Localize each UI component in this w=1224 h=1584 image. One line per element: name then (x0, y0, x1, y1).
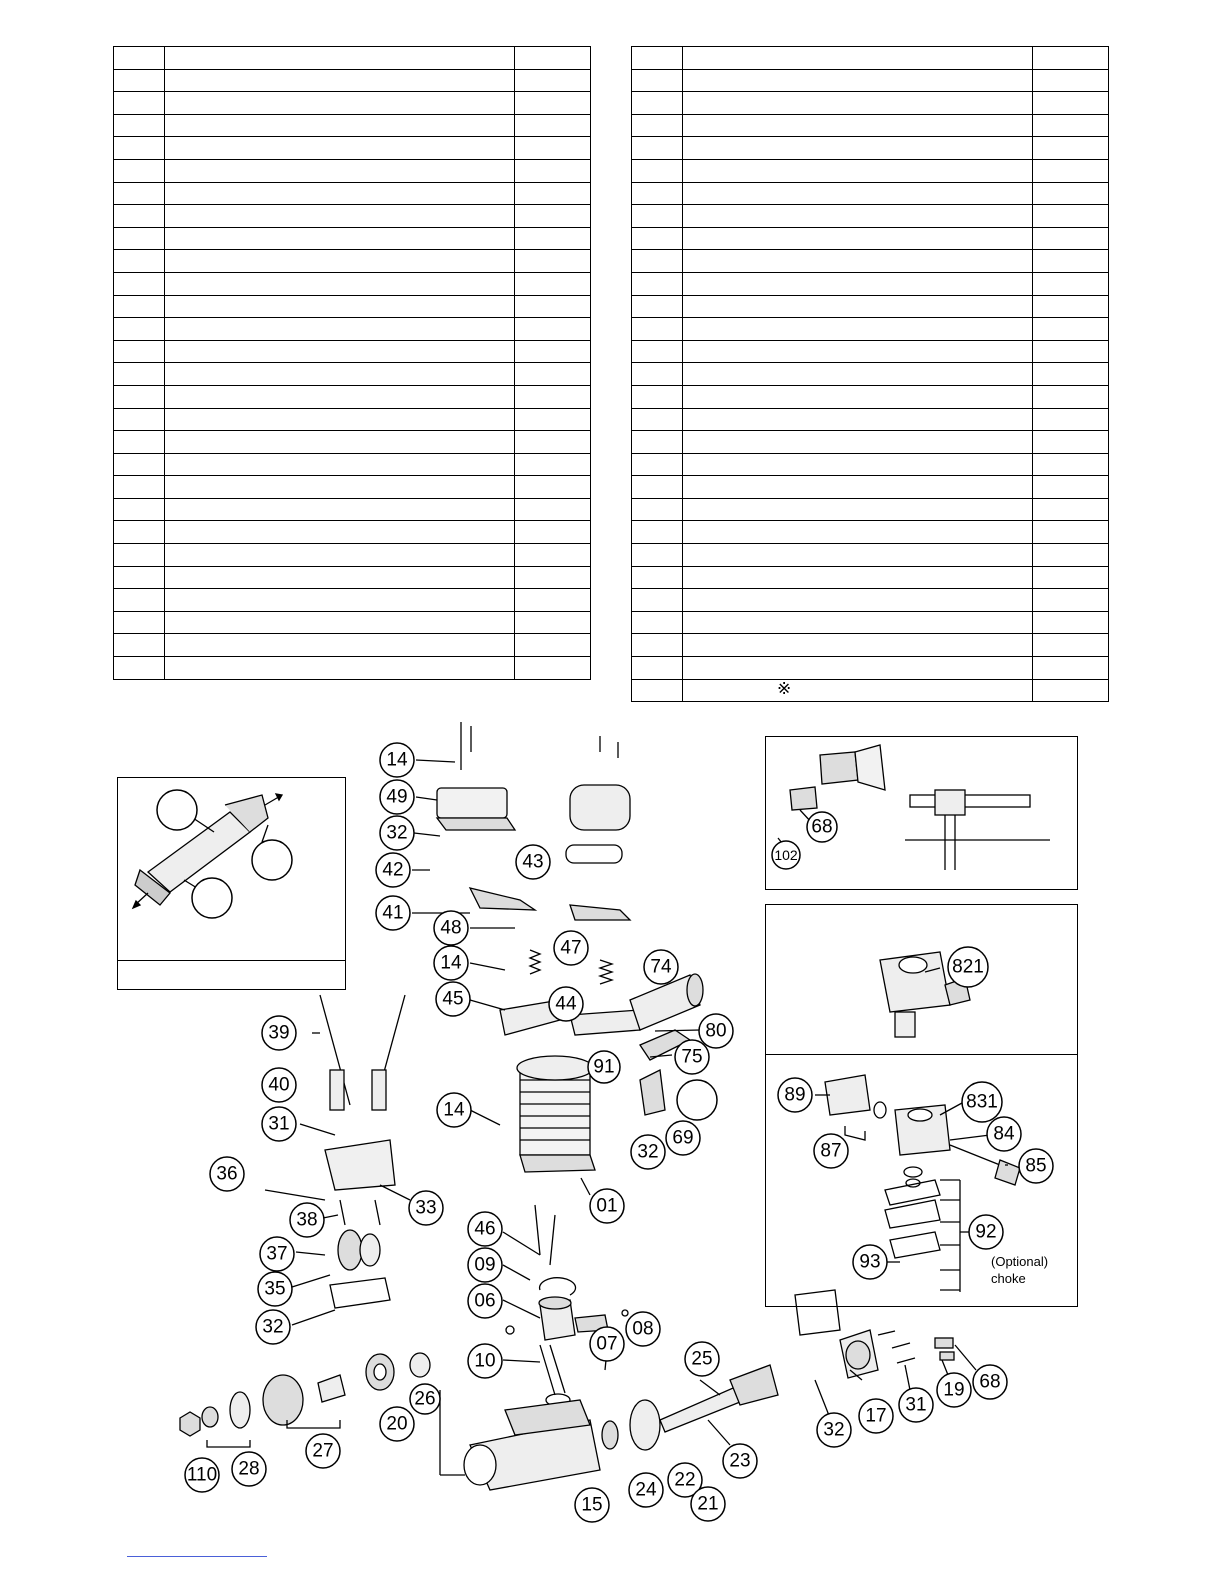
callout-37 (260, 1237, 294, 1271)
svg-text:27: 27 (312, 1440, 334, 1462)
callout-28 (232, 1452, 266, 1486)
callout-44 (549, 987, 583, 1021)
callout-75 (675, 1040, 709, 1074)
callout-21 (691, 1487, 725, 1521)
svg-text:32: 32 (637, 1141, 659, 1163)
callout-38 (290, 1203, 324, 1237)
callout-14-top (380, 743, 414, 777)
callout-41 (376, 896, 410, 930)
callout-39 (262, 1016, 296, 1050)
svg-text:10: 10 (474, 1350, 496, 1372)
svg-text:26: 26 (414, 1388, 436, 1410)
callout-69 (666, 1121, 700, 1155)
svg-text:32: 32 (262, 1316, 284, 1338)
callout-43 (516, 845, 550, 879)
svg-text:23: 23 (729, 1450, 751, 1472)
callout-26 (410, 1384, 440, 1414)
callout-blank-inset-c (192, 878, 232, 918)
callout-35 (258, 1272, 292, 1306)
svg-text:80: 80 (705, 1020, 727, 1042)
callout-85 (1019, 1149, 1053, 1183)
callout-19 (937, 1373, 971, 1407)
svg-text:24: 24 (635, 1479, 657, 1501)
svg-text:25: 25 (691, 1348, 713, 1370)
callout-80 (699, 1014, 733, 1048)
svg-text:08: 08 (632, 1318, 654, 1340)
svg-text:821: 821 (952, 956, 984, 978)
svg-text:06: 06 (474, 1290, 496, 1312)
svg-text:31: 31 (905, 1394, 927, 1416)
svg-text:110: 110 (186, 1464, 218, 1486)
svg-text:43: 43 (522, 851, 544, 873)
svg-text:39: 39 (268, 1022, 290, 1044)
callout-42 (376, 853, 410, 887)
svg-text:35: 35 (264, 1278, 286, 1300)
callout-74 (644, 950, 678, 984)
svg-text:49: 49 (386, 786, 408, 808)
svg-text:93: 93 (859, 1251, 881, 1273)
svg-text:09: 09 (474, 1254, 496, 1276)
callout-36 (210, 1157, 244, 1191)
callout-31 (262, 1107, 296, 1141)
callout-93 (853, 1245, 887, 1279)
svg-text:41: 41 (382, 902, 404, 924)
svg-text:44: 44 (555, 993, 577, 1015)
callout-87 (814, 1134, 848, 1168)
callout-33 (409, 1191, 443, 1225)
callout-102 (772, 841, 800, 869)
callout-32-mid (631, 1135, 665, 1169)
svg-text:21: 21 (697, 1493, 719, 1515)
svg-text:36: 36 (216, 1163, 238, 1185)
svg-text:92: 92 (975, 1221, 997, 1243)
svg-text:75: 75 (681, 1046, 703, 1068)
svg-text:42: 42 (382, 859, 404, 881)
callout-blank-inset-a (157, 790, 197, 830)
svg-text:69: 69 (672, 1127, 694, 1149)
callout-06 (468, 1284, 502, 1318)
svg-text:22: 22 (674, 1469, 696, 1491)
callout-89 (778, 1078, 812, 1112)
callout-821 (948, 947, 988, 987)
callout-32-rear (817, 1413, 851, 1447)
callout-32-top (380, 816, 414, 850)
callout-20 (380, 1407, 414, 1441)
svg-text:38: 38 (296, 1209, 318, 1231)
callout-68-inset (807, 812, 837, 842)
svg-text:68: 68 (811, 816, 833, 838)
optional-choke-line2: choke (991, 1271, 1026, 1286)
svg-text:40: 40 (268, 1074, 290, 1096)
callout-831 (962, 1082, 1002, 1122)
callout-32-left (256, 1310, 290, 1344)
svg-text:28: 28 (238, 1458, 260, 1480)
svg-text:01: 01 (596, 1195, 618, 1217)
callout-blank-inset-b (252, 840, 292, 880)
callout-27 (306, 1434, 340, 1468)
svg-text:74: 74 (650, 956, 672, 978)
callout-17 (859, 1399, 893, 1433)
callout-07 (590, 1327, 624, 1361)
callout-92 (969, 1215, 1003, 1249)
svg-text:87: 87 (820, 1140, 842, 1162)
optional-choke-line1: (Optional) (991, 1254, 1049, 1269)
svg-text:85: 85 (1025, 1155, 1047, 1177)
svg-text:20: 20 (386, 1413, 408, 1435)
callout-14-low (437, 1093, 471, 1127)
svg-text:14: 14 (440, 952, 462, 974)
callout-68-rear (973, 1365, 1007, 1399)
callout-blank-exhaust (677, 1080, 717, 1120)
footer-link-underline[interactable] (127, 1556, 267, 1557)
svg-text:14: 14 (443, 1099, 465, 1121)
callout-15 (575, 1488, 609, 1522)
callout-09 (468, 1248, 502, 1282)
callout-110 (185, 1458, 219, 1492)
svg-text:102: 102 (774, 847, 798, 863)
callout-84 (987, 1117, 1021, 1151)
callout-91 (588, 1051, 620, 1083)
svg-text:33: 33 (415, 1197, 437, 1219)
callout-08 (626, 1312, 660, 1346)
svg-text:15: 15 (581, 1494, 603, 1516)
callout-25 (685, 1342, 719, 1376)
svg-text:89: 89 (784, 1084, 806, 1106)
callout-24 (629, 1473, 663, 1507)
callout-10 (468, 1344, 502, 1378)
callout-49 (380, 780, 414, 814)
svg-text:91: 91 (593, 1056, 615, 1078)
callout-47 (554, 931, 588, 965)
svg-text:84: 84 (993, 1123, 1015, 1145)
svg-text:31: 31 (268, 1113, 290, 1135)
svg-text:07: 07 (596, 1333, 618, 1355)
svg-text:46: 46 (474, 1218, 496, 1240)
callout-31-rear (899, 1388, 933, 1422)
callout-48 (434, 911, 468, 945)
callout-45 (436, 982, 470, 1016)
svg-text:14: 14 (386, 749, 408, 771)
callout-01 (590, 1189, 624, 1223)
svg-text:32: 32 (386, 822, 408, 844)
svg-text:48: 48 (440, 917, 462, 939)
svg-text:47: 47 (560, 937, 582, 959)
svg-text:831: 831 (966, 1091, 998, 1113)
svg-text:37: 37 (266, 1243, 288, 1265)
svg-text:45: 45 (442, 988, 464, 1010)
callout-40 (262, 1068, 296, 1102)
callout-46 (468, 1212, 502, 1246)
svg-text:17: 17 (865, 1405, 887, 1427)
svg-text:68: 68 (979, 1371, 1001, 1393)
svg-text:32: 32 (823, 1419, 845, 1441)
callout-23 (723, 1444, 757, 1478)
note-symbol: ※ (777, 678, 792, 698)
svg-text:19: 19 (943, 1379, 965, 1401)
callout-14-mid (434, 946, 468, 980)
